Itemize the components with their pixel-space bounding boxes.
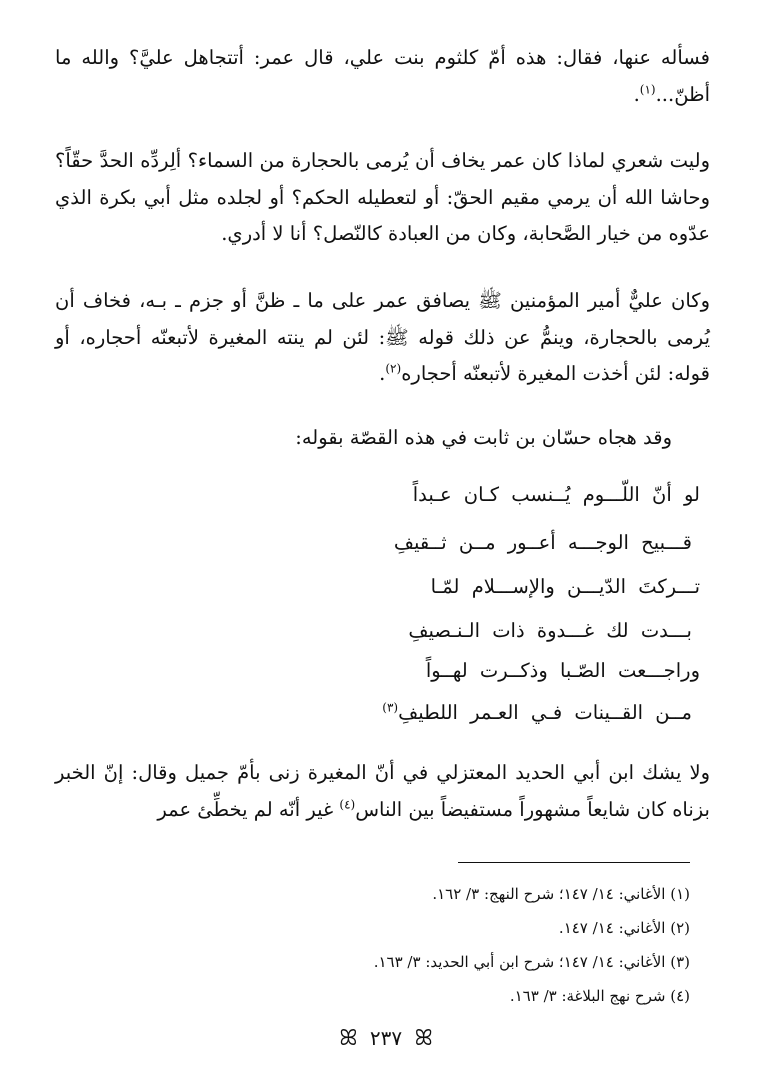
ornament-right-icon: ꕤ	[414, 1026, 433, 1051]
footnote-ref-3[interactable]: (٣)	[382, 700, 399, 715]
footnote-ref-2[interactable]: (٢)	[385, 361, 402, 376]
paragraph-5-text-b: غير أنّه لم يخطِّئ عمر	[157, 797, 340, 821]
ornament-left-icon: ꕤ	[339, 1026, 358, 1051]
verse-line-2: قـــبيح الوجـــه أعــور مــن ثــقيفِ	[393, 531, 692, 554]
footnote-ref-4[interactable]: (٤)	[339, 797, 356, 811]
verse-line-6-text: مــن القــينات فـي العـمر اللطيفِ	[398, 701, 692, 724]
paragraph-3-text: وكان عليٌّ أمير المؤمنين ﷺ يصافق عمر على ما ـ ظنَّ أو جزم ـ بـه، فخاف أن يُرمى بالحجارة، وينمُّ عن ذلك قوله ﷺ: لئن لم ينته المغيرة لأتبعنّه أحجاره، أو قوله: لئن أخذت المغيرة لأتبعنّه أحجاره	[55, 289, 710, 385]
paragraph-3-end: .	[379, 362, 386, 385]
footnote-divider	[458, 862, 690, 863]
verse-line-3: تـــركتَ الدّيـــن والإســـلام لمّـا	[430, 575, 700, 598]
paragraph-4	[55, 420, 672, 457]
footnotes	[60, 877, 690, 1013]
paragraph-5-text-a: ولا يشك ابن أبي الحديد المعتزلي في أنّ المغيرة زنى بأمّ جميل وقال: إنّ الخبر بزناه كان شايعاً مشهوراً مستفيضاً بين الناس	[55, 761, 710, 821]
verse-line-1: لو أنّ اللّـــوم يُــنسب كـان عـبداً	[412, 483, 700, 506]
footnote-ref-1[interactable]: (١)	[639, 82, 656, 96]
footnote-3: (٣) الأغاني: ١٤/ ١٤٧؛ شرح ابن أبي الحديد: ٣/ ١٦٣.	[373, 953, 690, 971]
paragraph-3	[55, 283, 710, 393]
paragraph-2-text: وليت شعري لماذا كان عمر يخاف أن يُرمى بالحجارة من السماء؟ ألِردِّه الحدَّ حقّاً؟ وحاشا الله أن يرمي مقيم الحقّ: أو لتعطيله الحكم؟ أو لجلده مثل أبي بكرة الذي عدّوه من خيار الصَّحابة، وكان من العبادة كالنّصل؟ أنا لا أدري.	[55, 149, 710, 245]
footnote-4: (٤) شرح نهج البلاغة: ٣/ ١٦٣.	[509, 987, 690, 1005]
paragraph-1-end: .	[633, 82, 640, 106]
verse-line-6	[60, 698, 692, 728]
verse-line-4: بـــدت لك غـــدوة ذات الـنـصيفِ	[408, 619, 692, 642]
paragraph-1	[55, 40, 710, 113]
verse-line-5: وراجـــعت الصّـبا وذكــرت لهــواً	[425, 659, 700, 682]
paragraph-2	[55, 143, 710, 253]
page-number: ٢٣٧	[369, 1026, 403, 1050]
paragraph-5	[55, 755, 710, 828]
footnote-1: (١) الأغاني: ١٤/ ١٤٧؛ شرح النهج: ٣/ ١٦٢.	[432, 885, 690, 903]
footnote-2: (٢) الأغاني: ١٤/ ١٤٧.	[558, 919, 690, 937]
page-footer	[0, 1026, 772, 1051]
paragraph-4-text: وقد هجاه حسّان بن ثابت في هذه القصّة بقوله:	[295, 426, 672, 449]
paragraph-1-text: فسأله عنها، فقال: هذه أمّ كلثوم بنت علي، قال عمر: أتتجاهل عليَّ؟ والله ما أظنّ...	[55, 46, 710, 106]
